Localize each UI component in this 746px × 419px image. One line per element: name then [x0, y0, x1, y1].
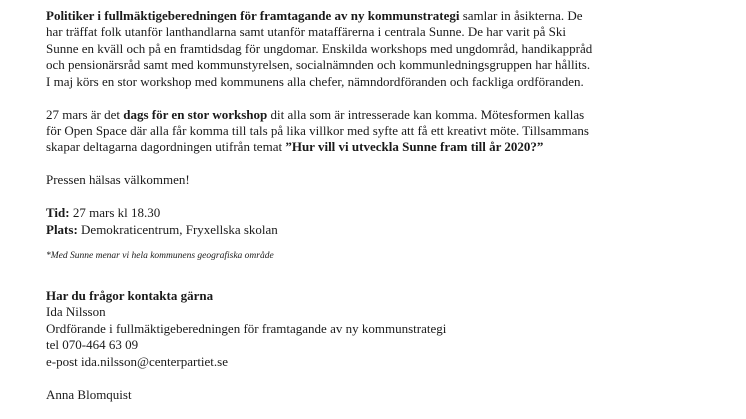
intro-line-5: I maj körs en stor workshop med kommunens alla chefer, nämndordföranden och fackliga ordföranden. — [46, 73, 584, 89]
contact-name-2: Anna Blomquist — [46, 386, 132, 402]
contact-phone: tel 070-464 63 09 — [46, 337, 139, 353]
workshop-line-1-post: dit alla som är intresserade kan komma. Mötesformen kallas — [267, 106, 585, 122]
intro-line-3: Sunne en kväll och på en framtidsdag för ungdomar. Enskilda workshops med ungdområd, handikappråd — [46, 40, 593, 56]
workshop-line-1-pre: 27 mars är det — [46, 106, 124, 122]
contact-name: Ida Nilsson — [46, 304, 106, 320]
intro-paragraph — [46, 8, 726, 90]
workshop-bold: dags för en stor workshop — [123, 106, 268, 122]
intro-line-2: har träffat folk utanför lanthandlarna samt utanför mataffärerna i centrala Sunne. De har varit på Ski — [46, 24, 567, 40]
workshop-line-2: för Open Space där alla får komma till tals på lika villkor med syfte att få ett kreativt möte. Tillsammans — [46, 122, 589, 138]
intro-lead-bold: Politiker i fullmäktigeberedningen för framtagande av ny kommunstrategi — [46, 8, 460, 23]
contact-role: Ordförande i fullmäktigeberedningen för framtagande av ny kommunstrategi — [46, 320, 447, 336]
time-value: 27 mars kl 18.30 — [69, 205, 161, 221]
workshop-paragraph — [46, 107, 726, 156]
time-label: Tid: — [46, 205, 70, 221]
contact-heading: Har du frågor kontakta gärna — [46, 287, 214, 303]
intro-line-4: och pensionärsråd samt med kommunstyrelsen, socialnämnden och kommunledningsgruppen har hållits. — [46, 57, 591, 73]
contact-email: e-post ida.nilsson@centerpartiet.se — [46, 353, 228, 369]
workshop-line-3-pre: skapar deltagarna dagordningen utifrån temat — [46, 139, 286, 155]
footnote: *Med Sunne menar vi hela kommunens geografiska område — [46, 250, 274, 261]
place-value: Demokraticentrum, Fryxellska skolan — [77, 221, 278, 237]
place-label: Plats: — [46, 221, 78, 237]
workshop-theme-bold: ”Hur vill vi utveckla Sunne fram till år 2020?” — [285, 139, 544, 155]
event-details — [46, 205, 726, 238]
intro-line-1-rest: samlar in åsikterna. De — [459, 8, 583, 23]
contact-block — [46, 288, 726, 370]
press-welcome: Pressen hälsas välkommen! — [46, 172, 190, 188]
document-page — [46, 8, 726, 403]
